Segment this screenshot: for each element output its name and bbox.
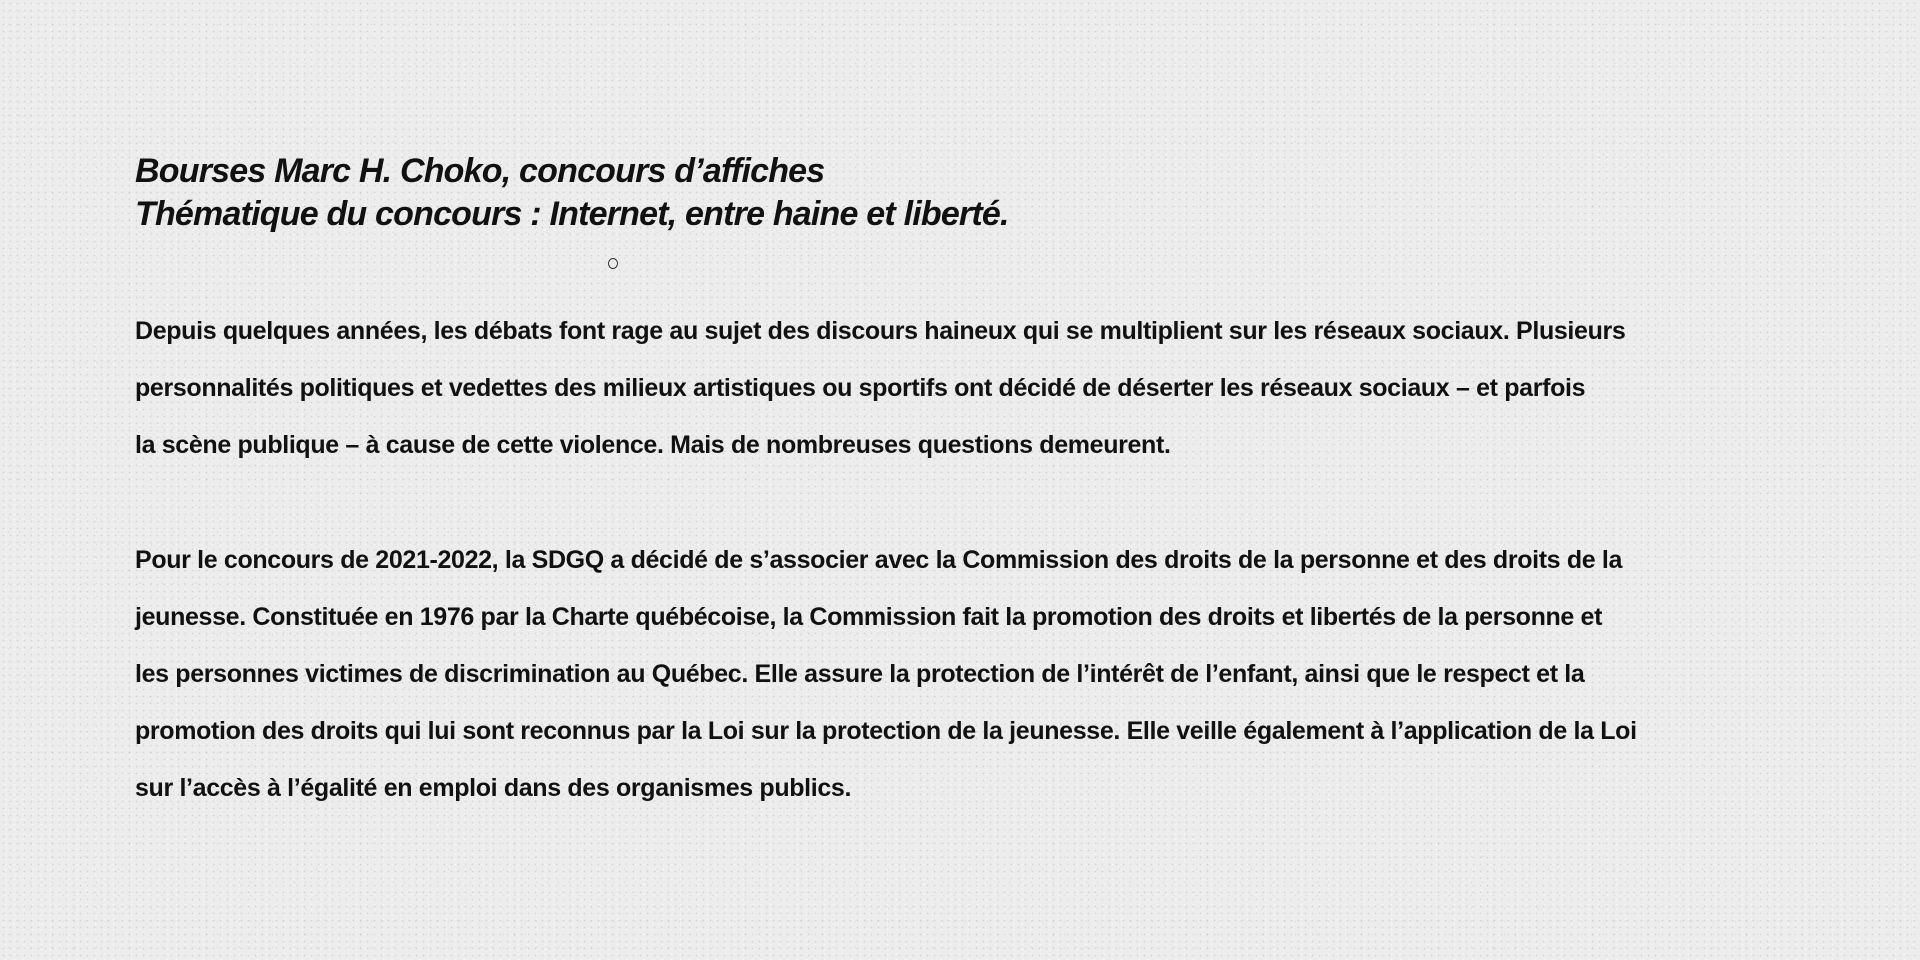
intro-paragraph xyxy=(135,303,1815,474)
title-line-contest: Bourses Marc H. Choko, concours d’affiches xyxy=(135,152,825,190)
document-title xyxy=(135,150,1815,236)
paragraph-line: les personnes victimes de discrimination au Québec. Elle assure la protection de l’intérêt de l’enfant, ainsi que le respect et la xyxy=(135,660,1585,688)
paragraph-line: Pour le concours de 2021-2022, la SDGQ a décidé de s’associer avec la Commission des droits de la personne et des droits de la xyxy=(135,546,1623,574)
commission-paragraph xyxy=(135,532,1815,817)
paragraph-line: promotion des droits qui lui sont reconnus par la Loi sur la protection de la jeunesse. Elle veille également à l’application de la Loi xyxy=(135,717,1637,745)
paragraph-line: la scène publique – à cause de cette violence. Mais de nombreuses questions demeurent. xyxy=(135,431,1171,459)
paragraph-line: jeunesse. Constituée en 1976 par la Charte québécoise, la Commission fait la promotion des droits et libertés de la personne et xyxy=(135,603,1603,631)
paper-speck-mark xyxy=(608,258,618,269)
paragraph-line: sur l’accès à l’égalité en emploi dans des organismes publics. xyxy=(135,774,852,802)
document-body xyxy=(135,0,1815,960)
paragraph-line: personnalités politiques et vedettes des milieux artistiques ou sportifs ont décidé de déserter les réseaux sociaux – et parfois xyxy=(135,374,1586,402)
paragraph-line: Depuis quelques années, les débats font rage au sujet des discours haineux qui se multiplient sur les réseaux sociaux. Plusieurs xyxy=(135,317,1626,345)
title-line-theme: Thématique du concours : Internet, entre haine et liberté. xyxy=(135,195,1009,233)
